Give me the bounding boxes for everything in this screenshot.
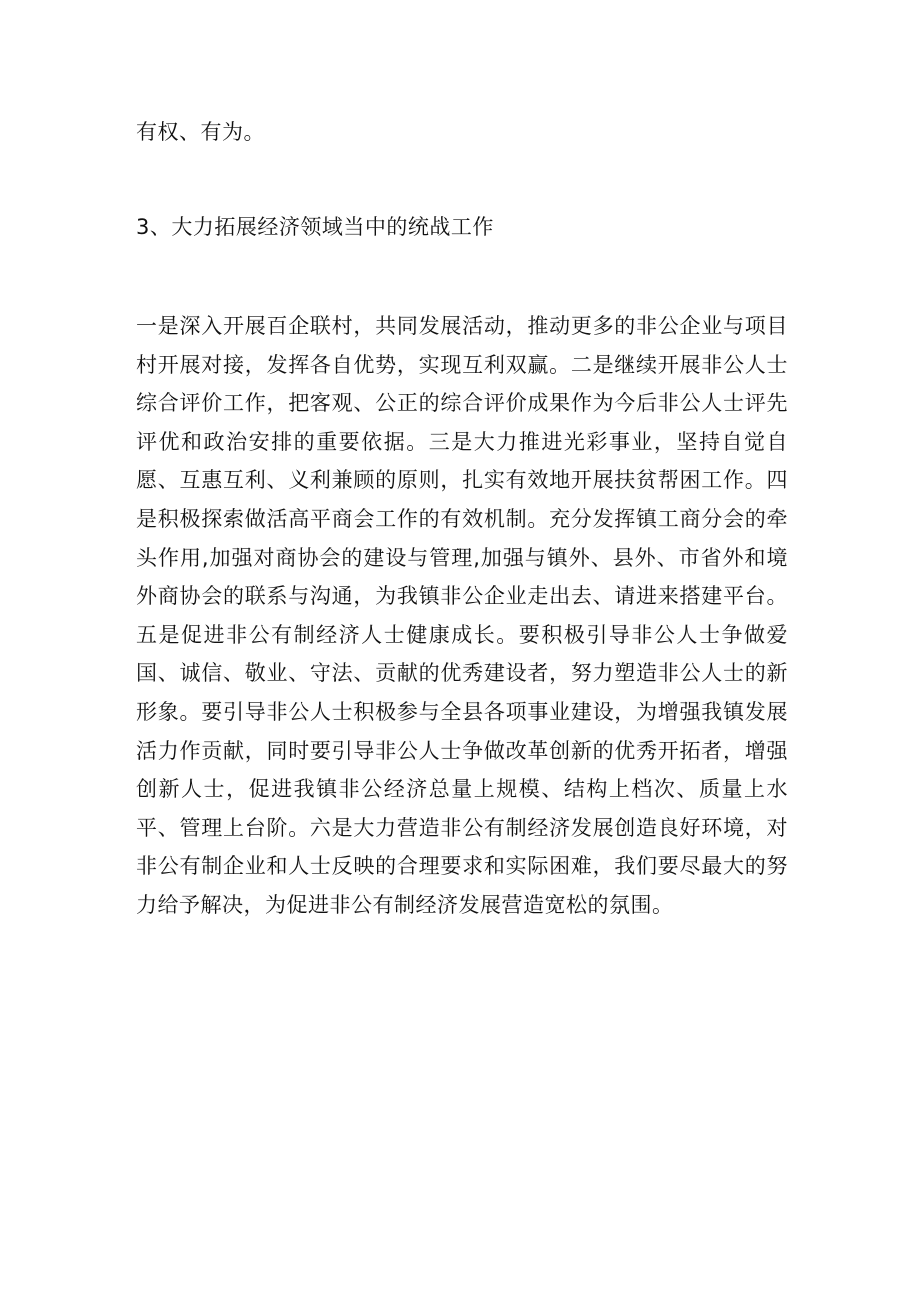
continuation-text: 有权、有为。 — [136, 120, 265, 144]
section-heading: 3、大力拓展经济领域当中的统战工作 — [136, 215, 494, 239]
body-paragraph: 一是深入开展百企联村，共同发展活动，推动更多的非公企业与项目村开展对接，发挥各自优势，实现互利双赢。二是继续开展非公人士综合评价工作，把客观、公正的综合评价成果作为今后非公人士评先评优和政治安排的重要依据。三是大力推进光彩事业，坚持自觉自愿、互惠互利、义利兼顾的原则，扎实有效地开展扶贫帮困工作。四是积极探索做活高平商会工作的有效机制。充分发挥镇工商分会的牵头作用,加强对商协会的建设与管理,加强与镇外、县外、市省外和境外商协会的联系与沟通，为我镇非公企业走出去、请进来搭建平台。五是促进非公有制经济人士健康成长。要积极引导非公人士争做爱国、诚信、敬业、守法、贡献的优秀建设者，努力塑造非公人士的新形象。要引导非公人士积极参与全县各项事业建设，为增强我镇发展活力作贡献，同时要引导非公人士争做改革创新的优秀开拓者，增强创新人士，促进我镇非公经济总量上规模、结构上档次、质量上水平、管理上台阶。六是大力营造非公有制经济发展创造良好环境，对非公有制企业和人士反映的合理要求和实际困难，我们要尽最大的努力给予解决，为促进非公有制经济发展营造宽松的氛围。 — [136, 314, 788, 917]
